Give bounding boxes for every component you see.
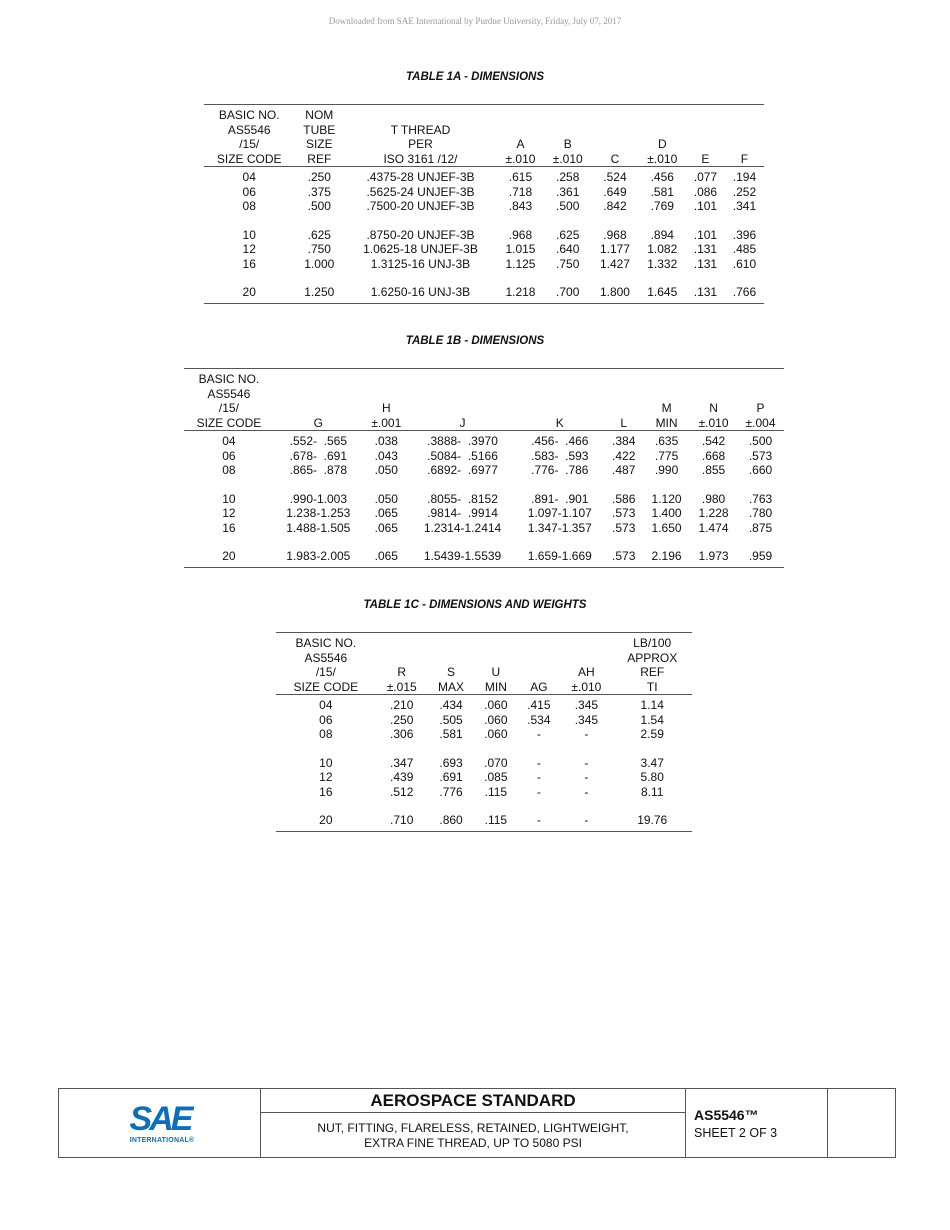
- table-cell: .250: [390, 712, 414, 727]
- column-header: [428, 633, 475, 695]
- table-cell: .131: [693, 256, 718, 271]
- column-header-line: PER: [408, 137, 433, 151]
- table-cell: .718: [508, 184, 533, 199]
- table-cell: .610: [732, 256, 757, 271]
- table-cell: .500: [307, 199, 331, 213]
- table-cell: .086: [693, 184, 718, 199]
- column-header: [363, 369, 410, 431]
- column-header-line: J: [459, 415, 466, 430]
- table-row: [184, 463, 784, 478]
- table-cell: 1.54: [640, 712, 664, 727]
- column-header-line: /15/: [218, 401, 239, 415]
- table-cell: .194: [732, 170, 757, 184]
- table-cell: .7500-20 UNJEF-3B: [366, 199, 475, 213]
- table-cell: -: [536, 770, 541, 784]
- sae-logo-mark: SAE: [129, 1100, 191, 1138]
- column-header-line: ±.010: [552, 151, 583, 166]
- table-cell: 1.488-1.505: [286, 520, 351, 535]
- table-cell: .505: [439, 712, 463, 727]
- table-1b-title: TABLE 1B - DIMENSIONS: [405, 335, 545, 347]
- standard-type: AEROSPACE STANDARD: [261, 1089, 685, 1113]
- column-header-line: AH: [578, 665, 595, 679]
- table-cell: 1.474: [698, 520, 729, 535]
- table-row: [276, 695, 692, 713]
- table-cell: .439: [390, 770, 414, 784]
- column-header-line: SIZE CODE: [216, 151, 282, 166]
- logo-cell: [59, 1089, 261, 1157]
- table-1c-title: TABLE 1C - DIMENSIONS AND WEIGHTS: [363, 599, 587, 611]
- table-cell: .115: [484, 784, 508, 799]
- table-cell: .375: [307, 184, 331, 199]
- table-cell: .625: [556, 227, 580, 242]
- column-header-line: U: [491, 665, 501, 679]
- table-header-row: [184, 369, 784, 431]
- table-header-row: [276, 633, 692, 695]
- column-header-line: P: [756, 401, 765, 415]
- column-header-line: T THREAD: [390, 122, 451, 137]
- table-cell: 19.76: [637, 813, 668, 827]
- table-cell: .894: [650, 227, 674, 242]
- column-header: [204, 105, 294, 167]
- column-header-line: M: [661, 401, 672, 415]
- column-header-line: ±.010: [647, 151, 678, 166]
- table-cell: .258: [556, 170, 580, 184]
- description-line-2: EXTRA FINE THREAD, UP TO 5080 PSI: [364, 1136, 582, 1150]
- table-row: [276, 742, 692, 771]
- table-row: [204, 185, 764, 200]
- table-row: [276, 799, 692, 831]
- column-header-line: TUBE: [303, 122, 336, 137]
- table-cell: .077: [693, 170, 718, 184]
- column-header: [643, 369, 690, 431]
- column-header-line: NOM: [305, 108, 334, 122]
- table-cell: .050: [374, 491, 398, 506]
- table-cell: 5.80: [640, 770, 664, 784]
- table-cell: 1.000: [304, 256, 335, 271]
- table-cell: .968: [508, 227, 533, 242]
- table-row: [276, 727, 692, 742]
- sae-logo: [127, 1102, 197, 1148]
- table-cell: 04: [222, 434, 236, 448]
- column-header-line: BASIC NO.: [218, 108, 280, 122]
- table-row: [184, 449, 784, 464]
- table-cell: 1.6250-16 UNJ-3B: [370, 285, 471, 299]
- table-row: [184, 478, 784, 507]
- table-cell: .766: [732, 285, 757, 299]
- table-cell: 1.659-1.669: [527, 549, 592, 563]
- column-header-line: F: [740, 151, 749, 166]
- column-header-line: APPROX: [627, 650, 678, 665]
- table-row: [204, 214, 764, 243]
- table-cell: .065: [374, 549, 398, 563]
- table-cell: 1.228: [698, 506, 729, 520]
- column-header-line: MAX: [438, 679, 465, 694]
- table-cell: -: [584, 813, 589, 827]
- table-cell: .456- .466: [531, 434, 589, 448]
- table-cell: 3.47: [640, 755, 664, 770]
- table-header-row: [204, 105, 764, 167]
- column-header: [515, 369, 604, 431]
- column-header-line: R: [397, 665, 407, 679]
- table-1b: [184, 368, 784, 568]
- table-cell: .6892- .6977: [427, 463, 498, 477]
- column-header-line: BASIC NO.: [295, 636, 357, 650]
- table-cell: 1.218: [505, 285, 536, 299]
- table-cell: .512: [390, 784, 414, 799]
- table-cell: .070: [484, 755, 508, 770]
- table-cell: 1.082: [647, 242, 678, 256]
- table-cell: .345: [574, 698, 599, 712]
- table-row: [204, 257, 764, 272]
- description-line-1: NUT, FITTING, FLARELESS, RETAINED, LIGHTWEIGHT,: [317, 1121, 629, 1135]
- column-header-line: REF: [307, 151, 332, 166]
- table-cell: .115: [484, 813, 508, 827]
- table-cell: 20: [319, 813, 333, 827]
- column-header: [686, 105, 725, 167]
- table-cell: 06: [242, 184, 256, 199]
- table-cell: .252: [732, 184, 757, 199]
- table-cell: .065: [374, 506, 398, 520]
- table-cell: .776- .786: [531, 463, 589, 477]
- table-cell: .710: [390, 813, 414, 827]
- column-header-line: C: [610, 151, 620, 166]
- table-cell: 1.0625-18 UNJEF-3B: [363, 242, 478, 256]
- column-header: [591, 105, 638, 167]
- table-cell: .691: [439, 770, 463, 784]
- table-cell: 1.120: [651, 491, 682, 506]
- column-header-line: G: [313, 415, 323, 430]
- table-cell: -: [536, 784, 541, 799]
- table-cell: 1.097-1.107: [527, 506, 592, 520]
- table-cell: 1.347-1.357: [527, 520, 592, 535]
- table-row: [276, 713, 692, 728]
- column-header-line: MIN: [484, 679, 507, 694]
- column-header-line: ±.010: [571, 679, 602, 694]
- table-cell: -: [536, 813, 541, 827]
- table-cell: -: [536, 727, 541, 741]
- table-cell: .060: [484, 698, 508, 712]
- table-cell: .775: [654, 448, 679, 463]
- table-cell: 16: [242, 256, 256, 271]
- table-cell: 1.3125-16 UNJ-3B: [370, 256, 471, 271]
- table-cell: 1.14: [640, 698, 664, 712]
- table-cell: -: [536, 755, 541, 770]
- title-cell: [261, 1089, 686, 1157]
- table-cell: .750: [307, 242, 331, 256]
- column-header-line: MIN: [655, 415, 678, 430]
- table-cell: .959: [748, 549, 773, 563]
- table-cell: .456: [650, 170, 674, 184]
- column-header-line: ±.015: [386, 679, 417, 694]
- table-cell: .769: [650, 199, 674, 213]
- table-cell: .678- .691: [289, 448, 348, 463]
- table-cell: 16: [222, 520, 236, 535]
- table-cell: .3888- .3970: [427, 434, 498, 448]
- table-cell: .8750-20 UNJEF-3B: [366, 227, 475, 242]
- table-cell: .581: [650, 184, 674, 199]
- table-cell: .640: [556, 242, 580, 256]
- table-cell: 1.238-1.253: [286, 506, 351, 520]
- table-cell: .581: [439, 727, 463, 741]
- column-header: [544, 105, 591, 167]
- table-cell: 1.2314-1.2414: [423, 520, 502, 535]
- table-cell: .750: [556, 256, 580, 271]
- table-cell: .101: [693, 199, 718, 213]
- column-header: [376, 633, 428, 695]
- table-1a: [204, 104, 764, 304]
- table-cell: .043: [374, 448, 398, 463]
- table-cell: .487: [612, 463, 636, 477]
- table-cell: .5084- .5166: [427, 448, 498, 463]
- table-cell: .583- .593: [531, 448, 589, 463]
- table-cell: 1.125: [505, 256, 536, 271]
- column-header: [604, 369, 643, 431]
- column-header-line: LB/100: [633, 636, 672, 650]
- table-cell: .842: [603, 199, 627, 213]
- table-cell: .968: [603, 227, 627, 242]
- column-header-line: N: [709, 401, 718, 415]
- table-row: [184, 431, 784, 449]
- table-cell: 1.800: [599, 285, 630, 299]
- table-cell: 1.250: [304, 285, 335, 299]
- table-cell: 10: [222, 491, 236, 506]
- table-cell: .250: [307, 170, 331, 184]
- document-number-cell: [686, 1089, 828, 1157]
- table-cell: 04: [242, 170, 256, 184]
- table-cell: .693: [439, 755, 463, 770]
- table-cell: 20: [242, 285, 256, 299]
- table-cell: .347: [390, 755, 414, 770]
- table-cell: 1.973: [698, 549, 729, 563]
- document-number: AS5546™: [694, 1107, 759, 1123]
- table-row: [204, 167, 764, 185]
- table-cell: .060: [484, 727, 508, 741]
- table-cell: .573: [748, 448, 773, 463]
- column-header-line: B: [563, 137, 572, 151]
- table-cell: .660: [748, 463, 773, 477]
- table-cell: 1.645: [647, 285, 678, 299]
- table-cell: -: [584, 727, 589, 741]
- table-cell: 8.11: [640, 784, 664, 799]
- table-cell: 16: [319, 784, 333, 799]
- table-cell: 1.015: [505, 242, 536, 256]
- table-row: [276, 770, 692, 785]
- table-cell: .860: [439, 813, 463, 827]
- table-cell: 1.332: [647, 256, 678, 271]
- table-cell: 2.196: [651, 549, 682, 563]
- column-header-line: S: [447, 665, 456, 679]
- table-cell: .668: [701, 448, 726, 463]
- table-row: [204, 271, 764, 303]
- column-header-line: ±.010: [698, 415, 729, 430]
- column-header: [639, 105, 686, 167]
- column-header-line: ±.001: [371, 415, 402, 430]
- column-header-line: AS5546: [304, 650, 348, 665]
- table-cell: .131: [693, 285, 718, 299]
- table-cell: .855: [701, 463, 726, 477]
- table-row: [204, 199, 764, 214]
- table-cell: .415: [527, 698, 551, 712]
- column-header: [344, 105, 497, 167]
- table-cell: 08: [319, 727, 333, 741]
- column-header-line: REF: [640, 665, 665, 679]
- table-cell: .990-1.003: [289, 491, 348, 506]
- column-header-line: L: [620, 415, 628, 430]
- column-header: [517, 633, 560, 695]
- table-cell: .4375-28 UNJEF-3B: [366, 170, 475, 184]
- table-cell: 1.650: [651, 520, 682, 535]
- table-cell: .573: [612, 549, 636, 563]
- table-cell: -: [584, 755, 589, 770]
- table-cell: .500: [748, 434, 773, 448]
- table-row: [276, 785, 692, 800]
- table-cell: 10: [319, 755, 333, 770]
- column-header-line: AG: [530, 679, 548, 694]
- table-cell: .763: [748, 491, 773, 506]
- table-cell: .5625-24 UNJEF-3B: [366, 184, 475, 199]
- table-cell: .065: [374, 520, 398, 535]
- table-cell: .500: [556, 199, 580, 213]
- column-header: [737, 369, 784, 431]
- table-cell: .573: [612, 506, 636, 520]
- table-cell: .891- .901: [531, 491, 589, 506]
- table-cell: 1.983-2.005: [286, 549, 351, 563]
- column-header: [497, 105, 544, 167]
- table-cell: .060: [484, 712, 508, 727]
- table-cell: 08: [222, 463, 236, 477]
- table-cell: 06: [222, 448, 236, 463]
- table-cell: .780: [748, 506, 773, 520]
- column-header-line: SIZE: [305, 137, 333, 151]
- table-cell: .865- .878: [289, 463, 348, 477]
- table-cell: .434: [439, 698, 463, 712]
- table-cell: 12: [222, 506, 236, 520]
- column-header-line: E: [701, 151, 710, 166]
- table-row: [184, 521, 784, 536]
- table-cell: .038: [374, 434, 398, 448]
- table-cell: .776: [439, 784, 463, 799]
- table-cell: .210: [390, 698, 414, 712]
- table-cell: 10: [242, 227, 256, 242]
- table-cell: .635: [654, 434, 679, 448]
- table-cell: .552- .565: [289, 434, 348, 448]
- column-header-line: K: [555, 415, 564, 430]
- table-cell: .990: [654, 463, 679, 477]
- table-cell: .875: [748, 520, 773, 535]
- table-cell: -: [584, 770, 589, 784]
- table-cell: .422: [612, 448, 636, 463]
- column-header-line: ±.010: [505, 151, 536, 166]
- column-header: [690, 369, 737, 431]
- column-header-line: BASIC NO.: [198, 372, 260, 386]
- table-cell: .384: [612, 434, 636, 448]
- column-header: [184, 369, 274, 431]
- column-header: [294, 105, 344, 167]
- table-cell: 04: [319, 698, 333, 712]
- column-header: [274, 369, 363, 431]
- table-cell: 1.5439-1.5539: [423, 549, 502, 563]
- column-header: [560, 633, 612, 695]
- table-cell: 12: [319, 770, 333, 784]
- table-cell: 06: [319, 712, 333, 727]
- table-cell: .345: [574, 712, 599, 727]
- table-cell: .980: [701, 491, 726, 506]
- table-cell: .586: [612, 491, 636, 506]
- document-description: [261, 1113, 685, 1151]
- table-cell: .085: [484, 770, 508, 784]
- table-cell: .700: [556, 285, 580, 299]
- column-header-line: SIZE CODE: [196, 415, 262, 430]
- table-1c: [276, 632, 692, 832]
- table-cell: 20: [222, 549, 236, 563]
- table-cell: -: [584, 784, 589, 799]
- column-header-line: /15/: [239, 137, 260, 151]
- column-header-line: AS5546: [227, 122, 271, 137]
- table-cell: .8055- .8152: [427, 491, 498, 506]
- column-header-line: /15/: [315, 665, 336, 679]
- table-cell: .050: [374, 463, 398, 477]
- table-cell: .341: [732, 199, 757, 213]
- download-notice: Downloaded from SAE International by Purdue University, Friday, July 07, 2017: [328, 16, 622, 26]
- table-cell: .396: [732, 227, 757, 242]
- table-cell: 12: [242, 242, 256, 256]
- table-cell: .131: [693, 242, 718, 256]
- table-cell: 2.59: [640, 727, 664, 741]
- table-cell: .485: [732, 242, 757, 256]
- table-cell: .843: [508, 199, 533, 213]
- column-header-line: SIZE CODE: [293, 679, 359, 694]
- table-cell: 1.400: [651, 506, 682, 520]
- table-cell: 1.427: [599, 256, 630, 271]
- table-cell: 1.177: [599, 242, 630, 256]
- table-row: [184, 535, 784, 567]
- column-header-line: TI: [646, 679, 658, 694]
- column-header: [410, 369, 516, 431]
- table-cell: .101: [693, 227, 718, 242]
- sheet-number: SHEET 2 OF 3: [694, 1126, 778, 1140]
- table-cell: .9814- .9914: [427, 506, 498, 520]
- table-row: [184, 506, 784, 521]
- column-header-line: D: [657, 137, 667, 151]
- table-cell: .361: [556, 184, 580, 199]
- table-cell: .524: [603, 170, 627, 184]
- column-header: [276, 633, 376, 695]
- column-header-line: ISO 3161 /12/: [383, 151, 458, 166]
- table-cell: .573: [612, 520, 636, 535]
- table-cell: .649: [603, 184, 627, 199]
- column-header: [474, 633, 517, 695]
- table-1a-title: TABLE 1A - DIMENSIONS: [405, 71, 544, 83]
- column-header-line: ±.004: [745, 415, 776, 430]
- column-header-line: A: [516, 137, 525, 151]
- column-header-line: AS5546: [207, 386, 251, 401]
- title-block: [58, 1088, 896, 1158]
- column-header: [612, 633, 692, 695]
- table-cell: .542: [701, 434, 726, 448]
- column-header: [725, 105, 764, 167]
- table-cell: .625: [307, 227, 331, 242]
- sae-logo-subtext: INTERNATIONAL®: [129, 1137, 195, 1144]
- revision-cell: [828, 1089, 895, 1157]
- table-cell: 08: [242, 199, 256, 213]
- column-header-line: H: [381, 401, 391, 415]
- table-row: [204, 242, 764, 257]
- table-cell: .615: [508, 170, 533, 184]
- table-cell: .534: [527, 712, 551, 727]
- table-cell: .306: [390, 727, 414, 741]
